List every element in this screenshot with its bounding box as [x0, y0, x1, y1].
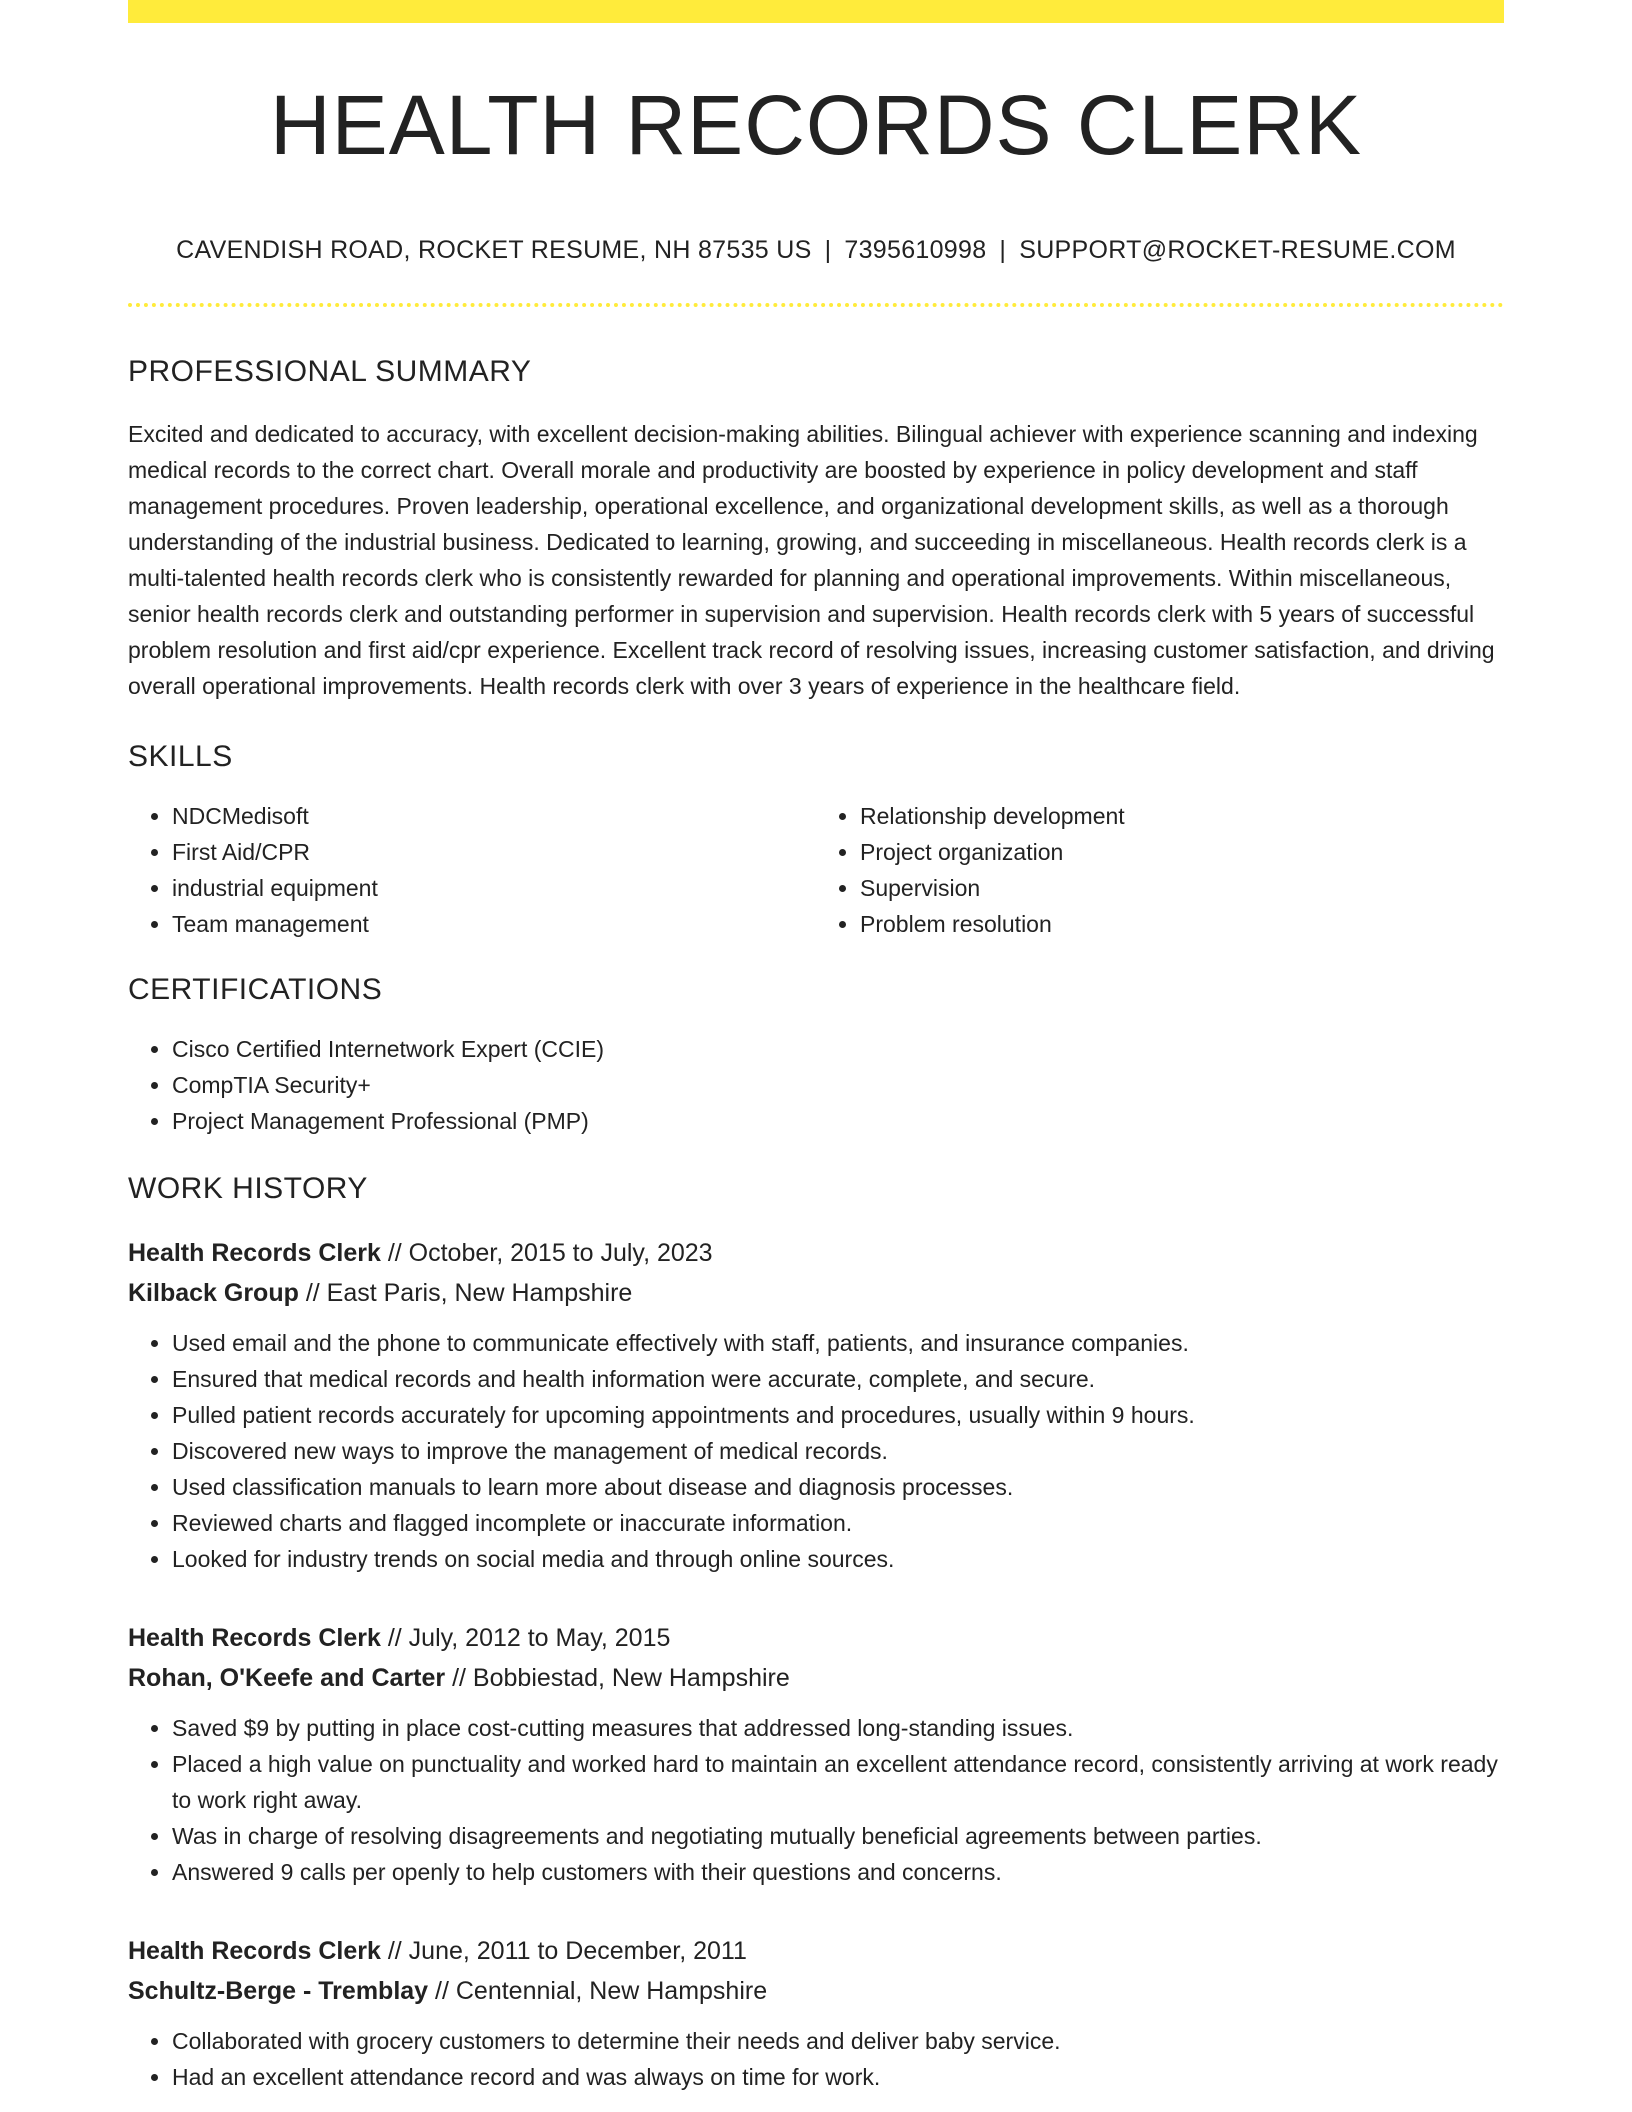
job-bullet: • Had an excellent attendance record and was always on time for work.	[172, 2059, 1504, 2095]
job-bullet: • Looked for industry trends on social media and through online sources.	[172, 1541, 1504, 1577]
job-bullet: • Placed a high value on punctuality and worked hard to maintain an excellent attendance record, consistently arriving at work ready to work right away.	[172, 1746, 1504, 1818]
skills-heading: SKILLS	[128, 740, 233, 773]
dotted-divider	[128, 303, 1504, 307]
job-company: Schultz-Berge - Tremblay	[128, 1977, 429, 2005]
skill-item: • Relationship development	[860, 798, 1504, 834]
job-title: Health Records Clerk	[128, 1937, 381, 1965]
accent-top-bar	[128, 0, 1504, 23]
resume-page	[128, 0, 1504, 2095]
skills-grid	[128, 798, 1504, 942]
job-bullet: • Ensured that medical records and health information were accurate, complete, and secure.	[172, 1361, 1504, 1397]
job-dates: // June, 2011 to December, 2011	[387, 1937, 747, 1965]
certification-item: • CompTIA Security+	[172, 1067, 1504, 1103]
job-location: // Centennial, New Hampshire	[435, 1977, 768, 2005]
job-entry	[128, 1618, 1504, 1890]
contact-separator: |	[824, 236, 832, 264]
job-bullet: • Answered 9 calls per openly to help customers with their questions and concerns.	[172, 1854, 1504, 1890]
certification-item: • Cisco Certified Internetwork Expert (CCIE)	[172, 1031, 1504, 1067]
job-bullet: • Reviewed charts and flagged incomplete or inaccurate information.	[172, 1505, 1504, 1541]
job-bullet: • Saved $9 by putting in place cost-cutting measures that addressed long-standing issues.	[172, 1710, 1504, 1746]
job-bullet: • Collaborated with grocery customers to determine their needs and deliver baby service.	[172, 2023, 1504, 2059]
summary-text: Excited and dedicated to accuracy, with excellent decision-making abilities. Bilingual achiever with experience scanning and indexing medical records to the correct chart. Overall morale and productivity are boosted by experience in policy development and staff management procedures. Proven leadership, operational excellence, and organizational development skills, as well as a thorough understanding of the industrial business. Dedicated to learning, growing, and succeeding in miscellaneous. Health records clerk is a multi-talented health records clerk who is consistently rewarded for planning and operational improvements. Within miscellaneous, senior health records clerk and outstanding performer in supervision and supervision. Health records clerk with 5 years of successful problem resolution and first aid/cpr experience. Excellent track record of resolving issues, increasing customer satisfaction, and driving overall operational improvements. Health records clerk with over 3 years of experience in the healthcare field.	[128, 421, 1495, 699]
skills-list-left	[128, 798, 816, 942]
job-bullets	[128, 1325, 1504, 1577]
job-company-line	[128, 1658, 1504, 1698]
job-bullets	[128, 1710, 1504, 1890]
job-title-line	[128, 1233, 1504, 1273]
job-location: // East Paris, New Hampshire	[305, 1279, 633, 1307]
contact-address: CAVENDISH ROAD, ROCKET RESUME, NH 87535 US	[176, 236, 812, 264]
job-dates: // October, 2015 to July, 2023	[387, 1239, 713, 1267]
skill-item: • Project organization	[860, 834, 1504, 870]
job-location: // Bobbiestad, New Hampshire	[452, 1664, 790, 1692]
job-company: Kilback Group	[128, 1279, 299, 1307]
job-bullet: • Used classification manuals to learn more about disease and diagnosis processes.	[172, 1469, 1504, 1505]
contact-phone: 7395610998	[844, 236, 987, 264]
job-dates: // July, 2012 to May, 2015	[387, 1624, 671, 1652]
certification-item: • Project Management Professional (PMP)	[172, 1103, 1504, 1139]
job-entry	[128, 1931, 1504, 2095]
skill-item: • Supervision	[860, 870, 1504, 906]
job-bullet: • Was in charge of resolving disagreements and negotiating mutually beneficial agreements between parties.	[172, 1818, 1504, 1854]
job-title: Health Records Clerk	[128, 1624, 381, 1652]
job-title-line	[128, 1618, 1504, 1658]
work-history-heading: WORK HISTORY	[128, 1172, 368, 1205]
skills-list-right	[816, 798, 1504, 942]
certifications-list	[128, 1031, 1504, 1139]
job-company-line	[128, 1971, 1504, 2011]
job-bullet: • Used email and the phone to communicate effectively with staff, patients, and insurance companies.	[172, 1325, 1504, 1361]
skill-item: • industrial equipment	[172, 870, 816, 906]
resume-name: HEALTH RECORDS CLERK	[270, 78, 1362, 172]
job-bullets	[128, 2023, 1504, 2095]
skill-item: • Team management	[172, 906, 816, 942]
contact-line	[128, 236, 1504, 265]
skill-item: • NDCMedisoft	[172, 798, 816, 834]
skill-item: • Problem resolution	[860, 906, 1504, 942]
skill-item: • First Aid/CPR	[172, 834, 816, 870]
job-entry	[128, 1233, 1504, 1577]
contact-separator: |	[999, 236, 1007, 264]
summary-heading: PROFESSIONAL SUMMARY	[128, 355, 532, 388]
job-company: Rohan, O'Keefe and Carter	[128, 1664, 446, 1692]
job-title: Health Records Clerk	[128, 1239, 381, 1267]
contact-email: SUPPORT@ROCKET-RESUME.COM	[1019, 236, 1456, 264]
job-company-line	[128, 1273, 1504, 1313]
certifications-heading: CERTIFICATIONS	[128, 973, 383, 1006]
job-bullet: • Pulled patient records accurately for upcoming appointments and procedures, usually within 9 hours.	[172, 1397, 1504, 1433]
job-title-line	[128, 1931, 1504, 1971]
job-bullet: • Discovered new ways to improve the management of medical records.	[172, 1433, 1504, 1469]
